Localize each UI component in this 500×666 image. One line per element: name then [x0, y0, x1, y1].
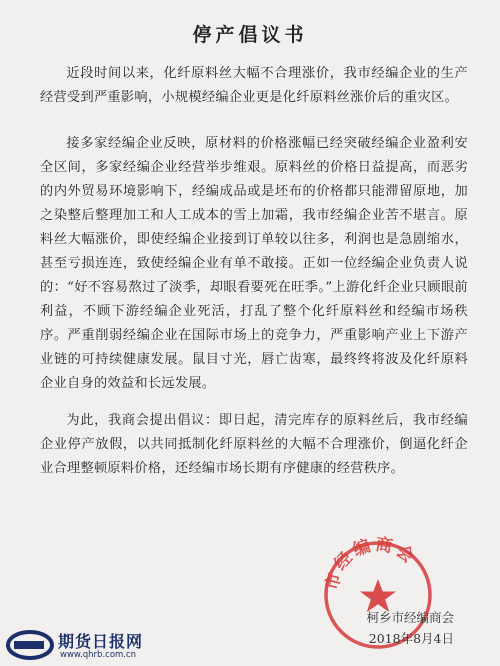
- signature-date: 2018年8月4日: [368, 631, 454, 646]
- signature-block: [366, 607, 454, 649]
- svg-text:市经编商会: [321, 535, 420, 592]
- watermark-brand: 期货日报网: [58, 632, 144, 651]
- paragraph-3: 为此，我商会提出倡议：即日起，清完库存的原料丝后，我市经编企业停产放假，以共同抵制化纤原料丝的大幅不合理涨价，倒逼化纤企业合理整顿原料价格，还经编市场长期有序健康的经营秩序。: [40, 413, 468, 476]
- paragraph-2: 接多家经编企业反映，原材料的价格涨幅已经突破经编企业盈利安全区间，多家经编企业经营举步维艰。原料丝的价格日益提高，而恶劣的内外贸易环境影响下，经编成品或是坯布的价格都只能滞留原地，加之染整后整理加工和人工成本的雪上加霜，我市经编企业苦不堪言。原料丝大幅涨价，即使经编企业接到订单较以往多，利润也是急剧缩水，甚至亏损连连，致使经编企业有单不敢接。正如一位经编企业负责人说的：“好不容易熬过了淡季，却眼看要死在旺季。”上游化纤企业只顾眼前利益，不顾下游经编企业死活，打乱了整个化纤原料丝和经编市场秩序。严重削弱经编企业在国际市场上的竞争力，严重影响产业上下游产业链的可持续健康发展。鼠目寸光，唇亡齿寒，最终终将波及化纤原料企业自身的效益和长远发展。: [40, 136, 468, 391]
- document-body: [40, 62, 468, 494]
- paragraph-1: 近段时间以来，化纤原料丝大幅不合理涨价，我市经编企业的生产经营受到严重影响，小规模经编企业更是化纤原料丝涨价后的重灾区。: [40, 66, 468, 105]
- watermark-url: www.qhrb.com.cn: [60, 650, 137, 660]
- stamp-text: 市经编商会: [322, 535, 420, 593]
- document-title: 停产倡议书: [192, 24, 308, 46]
- signatory: 柯乡市经编商会: [366, 610, 454, 625]
